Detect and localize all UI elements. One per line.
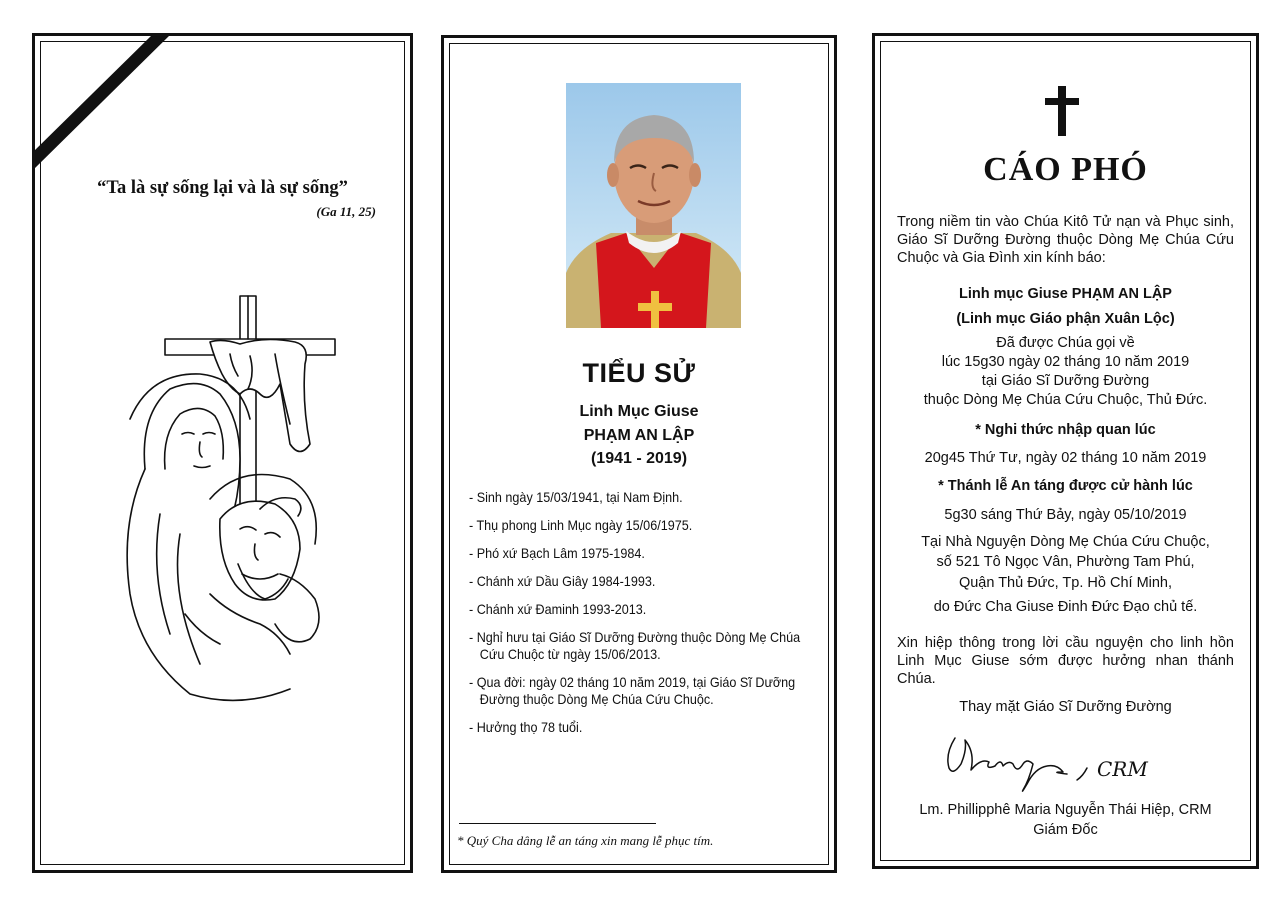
obituary-intro: Trong niềm tin vào Chúa Kitô Tử nạn và Phục sinh, Giáo Sĩ Dưỡng Đường thuộc Dòng Mẹ Chúa Cứu Chuộc và Gia Đình xin kính báo: (897, 214, 1234, 266)
scripture-reference: (Ga 11, 25) (316, 204, 376, 219)
priest-portrait-photo (566, 83, 741, 328)
pieta-illustration (90, 294, 350, 714)
signer-title: Giám Đốc (1033, 822, 1098, 838)
left-panel (32, 33, 413, 873)
bio-item: - Hưởng thọ 78 tuổi. (469, 719, 583, 735)
on-behalf-line: Thay mặt Giáo Sĩ Dưỡng Đường (959, 699, 1172, 715)
called-line-1: Đã được Chúa gọi về (996, 335, 1135, 351)
biography-list (469, 489, 820, 747)
footnote: * Quý Cha dâng lễ an táng xin mang lễ phục tím. (457, 833, 714, 848)
bio-item: - Sinh ngày 15/03/1941, tại Nam Định. (469, 489, 683, 505)
place-line-1: Tại Nhà Nguyện Dòng Mẹ Chúa Cứu Chuộc, (921, 534, 1210, 550)
bio-item: - Chánh xứ Dầu Giây 1984-1993. (469, 573, 656, 589)
scripture-quote: “Ta là sự sống lại và là sự sống” (97, 178, 348, 198)
place-line-4: do Đức Cha Giuse Đinh Đức Đạo chủ tế. (933, 599, 1198, 615)
bio-item: - Nghỉ hưu tại Giáo Sĩ Dưỡng Đường thuộc Dòng Mẹ Chúa Cứu Chuộc từ ngày 15/06/2013. (469, 629, 801, 662)
handwritten-signature (937, 724, 1197, 794)
bio-item: - Thụ phong Linh Mục ngày 15/06/1975. (469, 517, 693, 533)
place-line-2: số 521 Tô Ngọc Vân, Phường Tam Phú, (936, 554, 1195, 570)
svg-text:CRM: CRM (1097, 757, 1148, 781)
place-line-3: Quận Thủ Đức, Tp. Hồ Chí Minh, (958, 575, 1173, 591)
coffin-ceremony-heading: * Nghi thức nhập quan lúc (975, 422, 1156, 438)
footnote-divider (459, 823, 656, 824)
bio-item: - Phó xứ Bạch Lâm 1975-1984. (469, 545, 645, 561)
priest-years: (1941 - 2019) (590, 450, 688, 467)
priest-title: Linh Mục Giuse (579, 403, 699, 420)
signer-name: Lm. Phillipphê Maria Nguyễn Thái Hiệp, CRM (919, 802, 1212, 818)
right-panel (872, 33, 1259, 869)
obituary-title: CÁO PHÓ (983, 151, 1148, 188)
latin-cross-icon (1045, 86, 1079, 136)
mourning-ribbon (33, 34, 183, 184)
deceased-name: Linh mục Giuse PHẠM AN LẬP (959, 286, 1172, 302)
bio-item: - Qua đời: ngày 02 tháng 10 năm 2019, tại Giáo Sĩ Dưỡng Đường thuộc Dòng Mẹ Chúa Cứu Chuộc. (469, 674, 796, 707)
called-line-4: thuộc Dòng Mẹ Chúa Cứu Chuộc, Thủ Đức. (923, 392, 1208, 408)
prayer-request: Xin hiệp thông trong lời cầu nguyện cho linh hồn Linh Mục Giuse sớm được hưởng nhan thánh Chúa. (897, 635, 1234, 687)
called-line-2: lúc 15g30 ngày 02 tháng 10 năm 2019 (941, 354, 1190, 370)
middle-panel (441, 35, 837, 873)
funeral-mass-heading: * Thánh lễ An táng được cử hành lúc (938, 478, 1193, 494)
funeral-mass-time: 5g30 sáng Thứ Bảy, ngày 05/10/2019 (944, 507, 1187, 523)
biography-title: TIỂU SỬ (582, 358, 696, 388)
coffin-ceremony-time: 20g45 Thứ Tư, ngày 02 tháng 10 năm 2019 (924, 450, 1207, 466)
called-line-3: tại Giáo Sĩ Dưỡng Đường (981, 373, 1150, 389)
deceased-diocese: (Linh mục Giáo phận Xuân Lộc) (956, 311, 1175, 327)
priest-name: PHẠM AN LẬP (583, 427, 695, 444)
bio-item: - Chánh xứ Đaminh 1993-2013. (469, 601, 647, 617)
